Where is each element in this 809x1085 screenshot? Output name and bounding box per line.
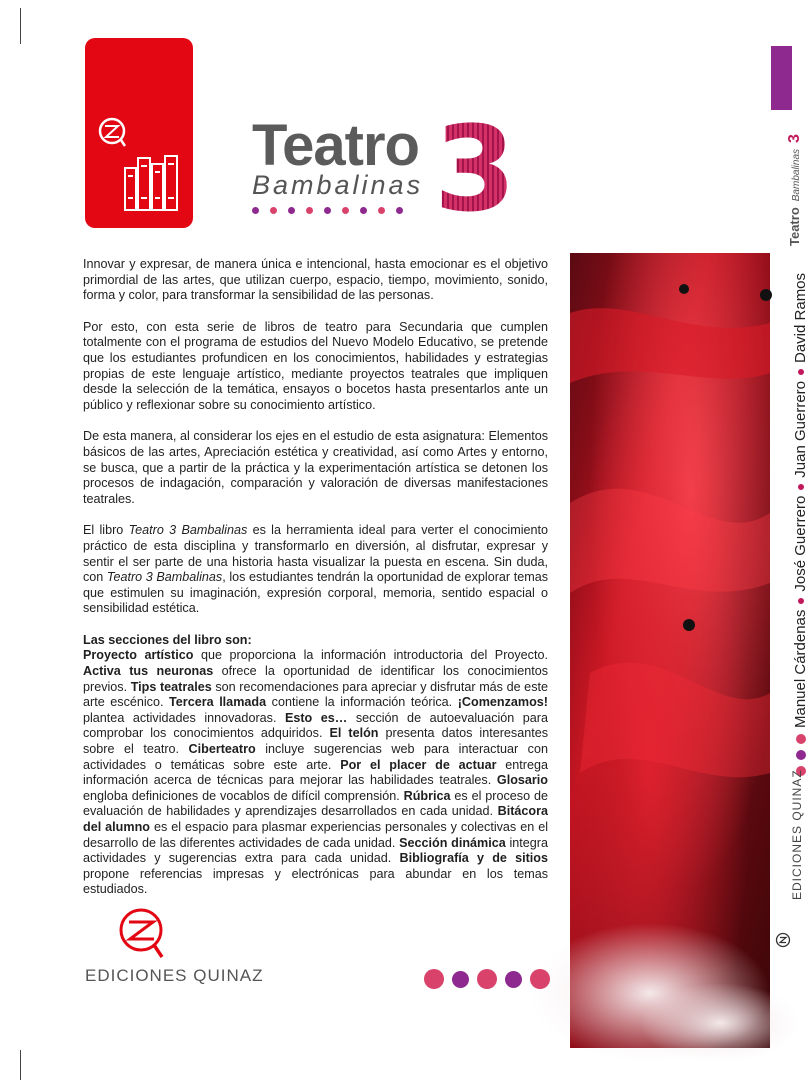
back-cover-text xyxy=(83,257,548,914)
title-number-three xyxy=(432,100,517,238)
title-word: Teatro xyxy=(252,113,419,178)
spine-publisher-logo-icon xyxy=(775,932,791,948)
crop-mark-top xyxy=(20,8,21,44)
books-logo-tile xyxy=(85,38,193,228)
decorative-dots xyxy=(424,969,550,989)
title-number-text: 3 xyxy=(434,100,517,238)
spine-title: TeatroBambalinas3 xyxy=(786,134,803,246)
crop-mark-bottom xyxy=(20,1050,21,1080)
spine-publisher: EDICIONES QUINAZ xyxy=(790,769,804,900)
sections-heading: Las secciones del libro son: xyxy=(83,632,252,647)
author-4: David Ramos xyxy=(792,272,809,363)
title-subtitle: Bambalinas xyxy=(252,170,424,200)
paragraph-3: De esta manera, al considerar los ejes en el estudio de esta asignatura: Elementos básicos de las artes, Apreciación estética y creatividad, así como Artes y entorno, se busca, que a partir de la práctica y la experimentación artística se detonen los procesos de indagación, comparación y valoración de diversas manifestaciones teatrales. xyxy=(83,429,548,506)
spine-color-bar xyxy=(771,46,792,110)
paragraph-2: Por esto, con esta serie de libros de teatro para Secundaria que cumplen totalmente con el programa de estudios del Nuevo Modelo Educativo, se pretende que los estudiantes profundicen en los conocimientos, habilidades y estrategias propias de este lenguaje artístico, mediante proyectos teatrales que impliquen desde la selección de la temática, ensayos o bocetos hasta presentarlos ante un público y reflexionar sobre su conocimiento artístico. xyxy=(83,319,548,412)
spine-authors xyxy=(792,273,809,776)
author-1: Manuel Cárdenas xyxy=(792,609,809,728)
red-fabric-photo xyxy=(570,253,770,1048)
title-dots xyxy=(252,207,403,214)
paragraph-1: Innovar y expresar, de manera única e intencional, hasta emocionar es el objetivo primordial de las artes, que utilizan cuerpo, espacio, tiempo, movimiento, sonido, forma y color, para transformar la sensibilidad de las personas. xyxy=(83,257,548,303)
publisher-logo-icon xyxy=(116,905,170,963)
author-3: Juan Guerrero xyxy=(792,381,809,478)
author-2: José Guerrero xyxy=(792,495,809,592)
sections-list: Proyecto artístico que proporciona la información introductoria del Proyecto. Activa tus neuronas ofrece la oportunidad de identificar los conocimientos previos. Tips teatrales son recomendaciones para apreciar y disfrutar más de este arte escénico. Tercera llamada contiene la información teórica. ¡Comenzamos! plantea actividades innovadoras. Esto es… sección de autoevaluación para comprobar los conocimientos adquiridos. El telón presenta datos interesantes sobre el teatro. Ciberteatro incluye sugerencias web para interactuar con actividades o temáticas sobre este arte. Por el placer de actuar entrega información acerca de técnicas para mejorar las habilidades teatrales. Glosario engloba definiciones de vocablos de difícil comprensión. Rúbrica es el proceso de evaluación de habilidades y aprendizajes desarrollados en cada unidad. Bitácora del alumno es el espacio para plasmar experiencias personales y colectivas en el desarrollo de las diferentes actividades de cada unidad. Sección dinámica integra actividades y sugerencias extra para cada unidad. Bibliografía y de sitios propone referencias impresas y electrónicas para abundar en los temas estudiados. xyxy=(83,648,549,897)
paragraph-4: El libro Teatro 3 Bambalinas es la herramienta ideal para verter el conocimiento práctico de esta disciplina y transformarlo en diversión, al disfrutar, expresar y sentir el ser parte de una historia hasta visualizar la puesta en escena. Sin duda, con Teatro 3 Bambalinas, los estudiantes tendrán la oportunidad de explorar temas que estimulen su imaginación, expresión corporal, memoria, sentido espacial o sensibilidad estética. xyxy=(83,523,549,616)
books-icon xyxy=(85,38,193,228)
publisher-name: EDICIONES QUINAZ xyxy=(85,966,264,985)
